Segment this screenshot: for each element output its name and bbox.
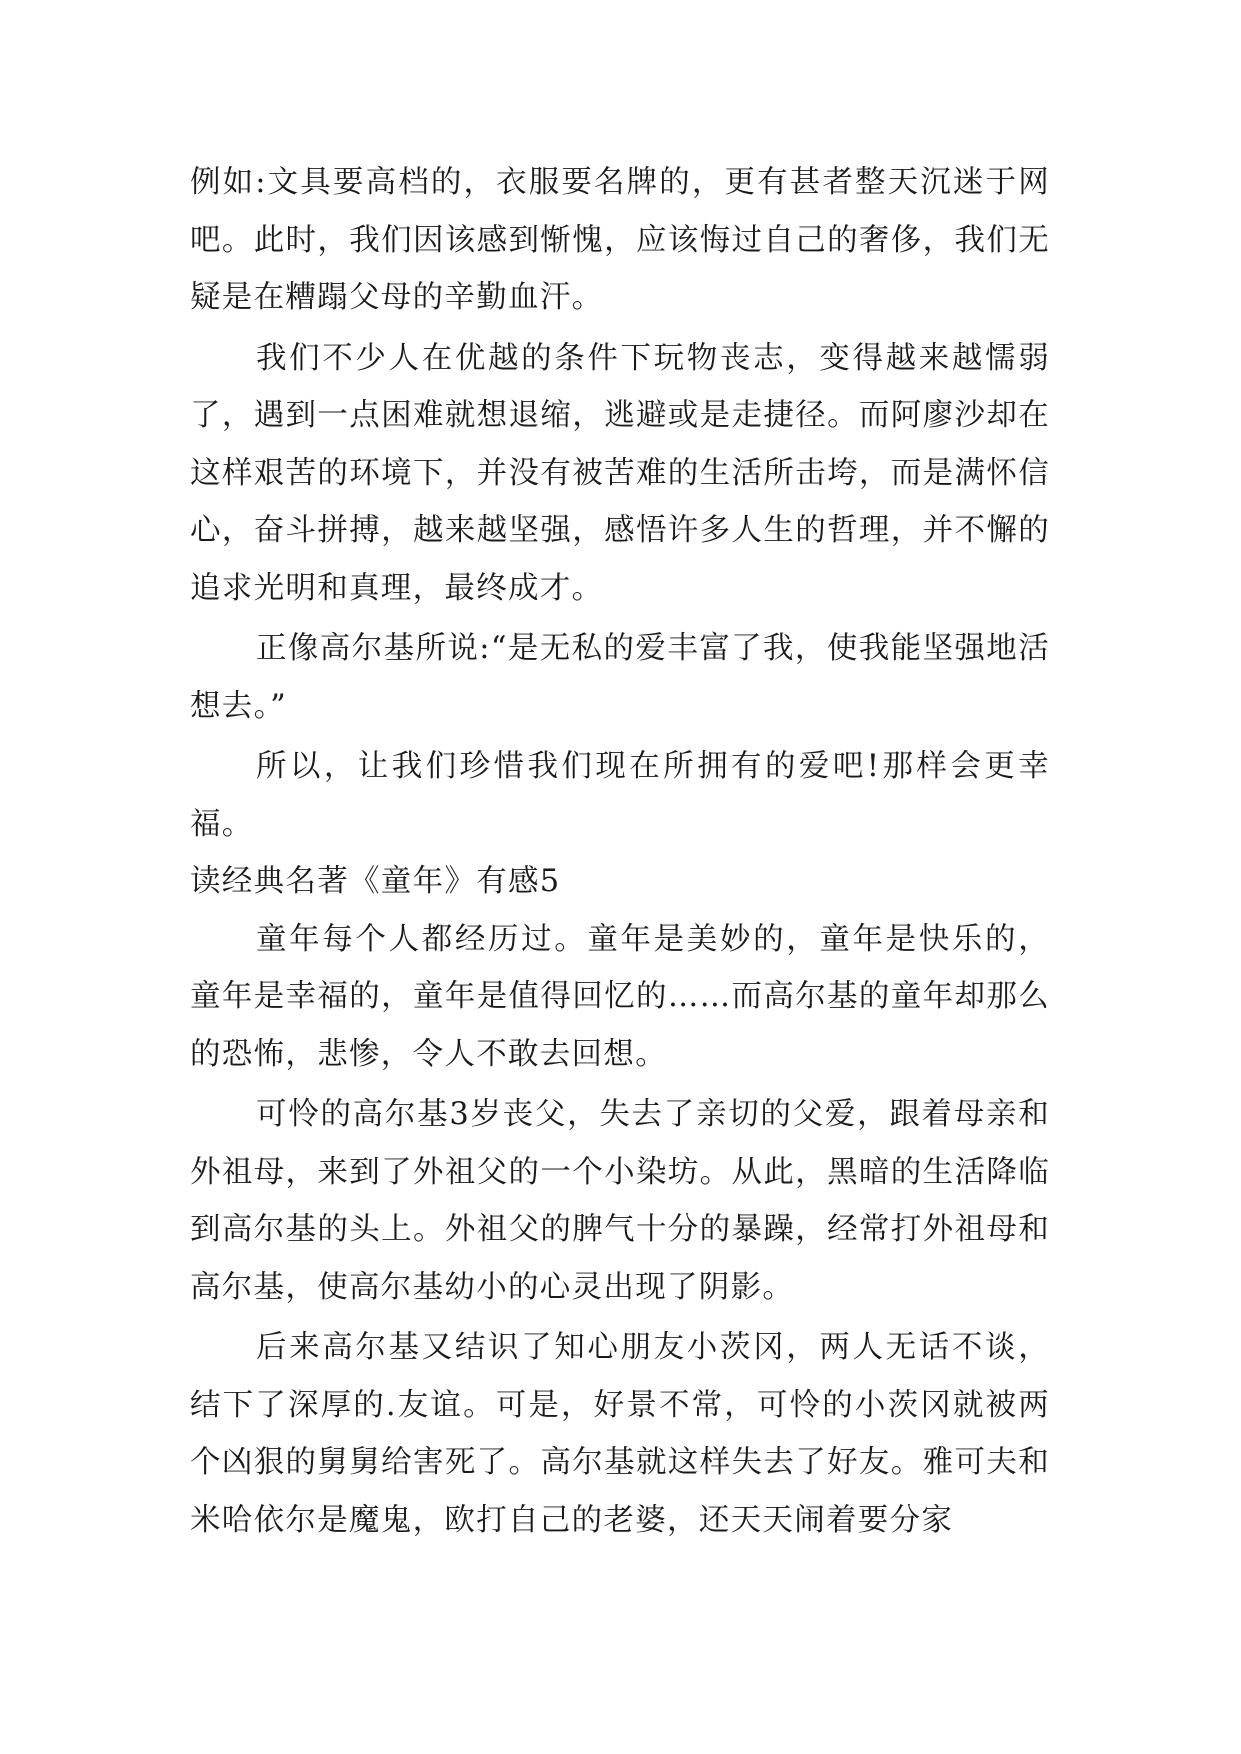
paragraph-continuation: 例如:文具要高档的，衣服要名牌的，更有甚者整天沉迷于网吧。此时，我们因该感到惭愧，应该悔过自己的奢侈，我们无疑是在糟蹋父母的辛勤血汗。 (190, 165, 1050, 315)
paragraph-childhood-intro: 童年每个人都经历过。童年是美妙的，童年是快乐的，童年是幸福的，童年是值得回忆的……而高尔基的童年却那么的恐怖，悲惨，令人不敢去回想。 (190, 921, 1050, 1072)
paragraph-gorky-quote: 正像高尔基所说:“是无私的爱丰富了我，使我能坚强地活想去。” (190, 631, 1050, 724)
paragraph-conclusion: 所以，让我们珍惜我们现在所拥有的爱吧!那样会更幸福。 (190, 749, 1050, 842)
paragraph-gypsy-friend: 后来高尔基又结识了知心朋友小茨冈，两人无话不谈，结下了深厚的.友谊。可是，好景不常，可怜的小茨冈就被两个凶狠的舅舅给害死了。高尔基就这样失去了好友。雅可夫和米哈依尔是魔鬼，欧打自己的老婆，还天天闹着要分家 (190, 1330, 1050, 1538)
section-heading: 读经典名著《童年》有感5 (190, 864, 561, 899)
document-body (190, 154, 1050, 1549)
paragraph-luxury: 我们不少人在优越的条件下玩物丧志，变得越来越懦弱了，遇到一点困难就想退缩，逃避或是走捷径。而阿廖沙却在这样艰苦的环境下，并没有被苦难的生活所击垮，而是满怀信心，奋斗拼搏，越来越坚强，感悟许多人生的哲理，并不懈的追求光明和真理，最终成才。 (190, 340, 1050, 606)
paragraph-grandfather: 可怜的高尔基3岁丧父，失去了亲切的父爱，跟着母亲和外祖母，来到了外祖父的一个小染坊。从此，黑暗的生活降临到高尔基的头上。外祖父的脾气十分的暴躁，经常打外祖母和高尔基，使高尔基幼小的心灵出现了阴影。 (190, 1097, 1050, 1305)
